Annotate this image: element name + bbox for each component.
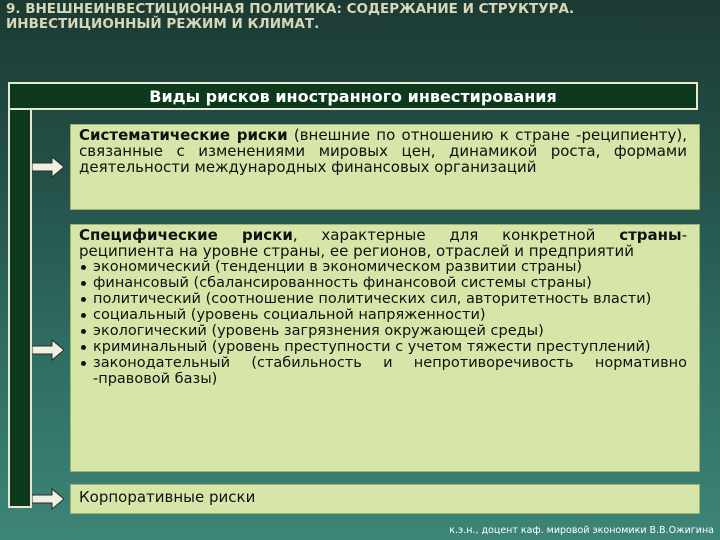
specific-risks-intro-rest: -реципиента на уровне страны, ее регионов, отраслей и предприятий [79, 226, 687, 260]
list-item: экономический (тенденции в экономическом развитии страны) [79, 259, 687, 275]
systematic-risks-label: Систематические риски [79, 126, 288, 144]
list-item: экологический (уровень загрязнения окружающей среды) [79, 323, 687, 339]
slide-title-line-1: 9. ВНЕШНЕИНВЕСТИЦИОННАЯ ПОЛИТИКА: СОДЕРЖАНИЕ И СТРУКТУРА. [6, 1, 575, 17]
specific-risks-list [79, 259, 687, 387]
slide-title [6, 2, 714, 32]
list-item: криминальный (уровень преступности с учетом тяжести преступлений) [79, 339, 687, 355]
arrow-right-icon [32, 338, 64, 362]
list-item: законодательный (стабильность и непротиворечивость нормативно -правовой базы) [79, 355, 687, 387]
specific-risks-intro [79, 227, 687, 259]
tree-spine [8, 110, 32, 508]
list-item: финансовый (сбалансированность финансовой системы страны) [79, 275, 687, 291]
corporate-risks-label: Корпоративные риски [79, 488, 256, 506]
systematic-risks-description: (внешние по отношению к стране -реципиенту), связанные с изменениями мировых цен, динамикой роста, формами деятельности международных финансовых организаций [79, 126, 687, 176]
corporate-risks-card [70, 484, 700, 514]
list-item: политический (соотношение политических сил, авторитетность власти) [79, 291, 687, 307]
systematic-risks-text [79, 127, 687, 175]
list-item: социальный (уровень социальной напряженности) [79, 307, 687, 323]
slide-title-line-2: ИНВЕСТИЦИОННЫЙ РЕЖИМ И КЛИМАТ. [6, 16, 320, 32]
systematic-risks-card [70, 124, 700, 210]
specific-risks-intro-mid: , характерные для конкретной [292, 226, 620, 244]
specific-risks-country: страны [619, 226, 682, 244]
arrow-right-icon [32, 155, 64, 179]
author-footer: к.э.н., доцент каф. мировой экономики В.В.Ожигина [449, 525, 714, 536]
specific-risks-card [70, 224, 700, 472]
risk-types-header [8, 82, 698, 110]
risk-types-header-label: Виды рисков иностранного инвестирования [149, 86, 557, 106]
specific-risks-label: Специфические риски [79, 226, 293, 244]
arrow-right-icon [32, 487, 64, 511]
